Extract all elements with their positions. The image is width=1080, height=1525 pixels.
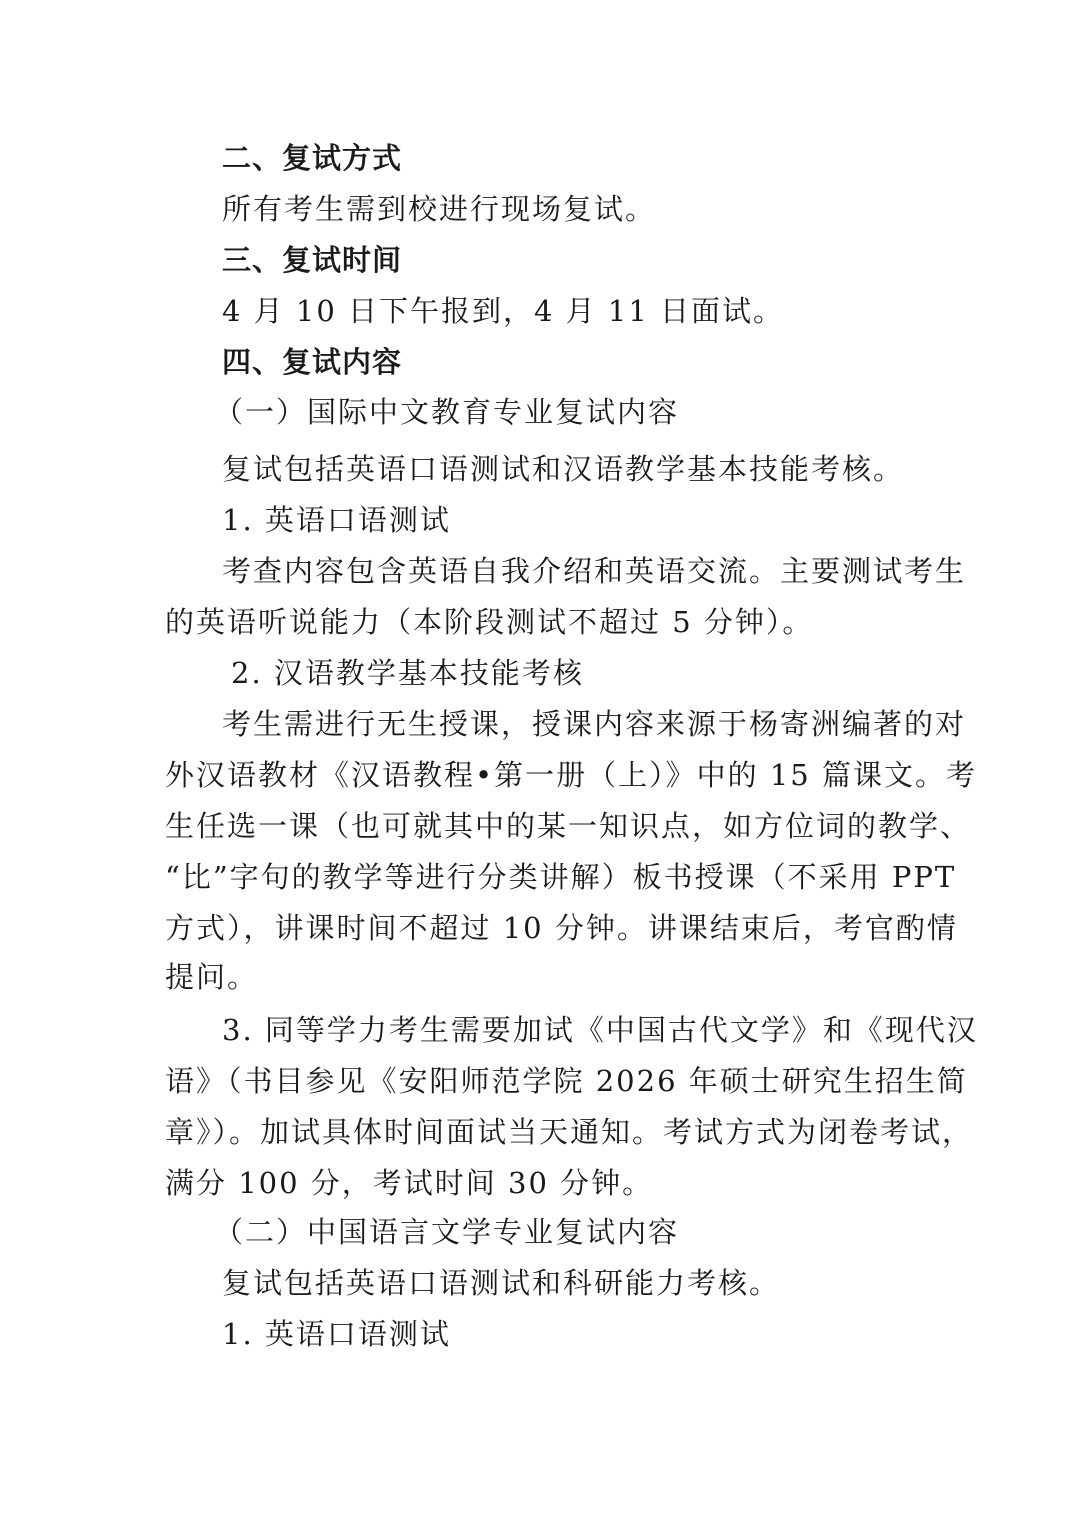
section-heading-content: 四、复试内容 <box>222 345 403 379</box>
section-heading-method: 二、复试方式 <box>222 141 403 175</box>
paragraph-line: 生任选一课（也可就其中的某一知识点，如方位词的教学、 <box>165 809 972 843</box>
paragraph-part1-intro: 复试包括英语口语测试和汉语教学基本技能考核。 <box>222 452 905 486</box>
paragraph-line: 外汉语教材《汉语教程•第一册（上）》中的 15 篇课文。考 <box>165 758 977 792</box>
item-title-english-oral-2: 1. 英语口语测试 <box>222 1317 451 1351</box>
paragraph-line: 的英语听说能力（本阶段测试不超过 5 分钟）。 <box>165 605 814 639</box>
item-title-teaching-skills: 2. 汉语教学基本技能考核 <box>231 656 584 690</box>
paragraph-line: 3. 同等学力考生需要加试《中国古代文学》和《现代汉 <box>222 1013 978 1047</box>
paragraph-line: 方式），讲课时间不超过 10 分钟。讲课结束后，考官酌情 <box>165 911 958 945</box>
paragraph-line: 提问。 <box>165 960 259 994</box>
paragraph-time: 4 月 10 日下午报到，4 月 11 日面试。 <box>222 294 785 328</box>
paragraph-line: 满分 100 分，考试时间 30 分钟。 <box>165 1166 654 1200</box>
paragraph-line: 章》）。加试具体时间面试当天通知。考试方式为闭卷考试， <box>165 1115 974 1149</box>
paragraph-method: 所有考生需到校进行现场复试。 <box>222 192 657 226</box>
paragraph-line: “比”字句的教学等进行分类讲解）板书授课（不采用 PPT <box>165 860 957 894</box>
paragraph-line: 语》（书目参见《安阳师范学院 2026 年硕士研究生招生简 <box>165 1064 968 1098</box>
item-title-english-oral: 1. 英语口语测试 <box>222 503 451 537</box>
paragraph-line: 考查内容包含英语自我介绍和英语交流。主要测试考生 <box>222 554 967 588</box>
subsection-title-chinese-education: （一）国际中文教育专业复试内容 <box>214 395 680 429</box>
paragraph-part2-intro: 复试包括英语口语测试和科研能力考核。 <box>222 1266 781 1300</box>
paragraph-line: 考生需进行无生授课，授课内容来源于杨寄洲编著的对 <box>222 707 967 741</box>
section-heading-time: 三、复试时间 <box>222 243 403 277</box>
subsection-title-chinese-literature: （二）中国语言文学专业复试内容 <box>214 1215 680 1249</box>
